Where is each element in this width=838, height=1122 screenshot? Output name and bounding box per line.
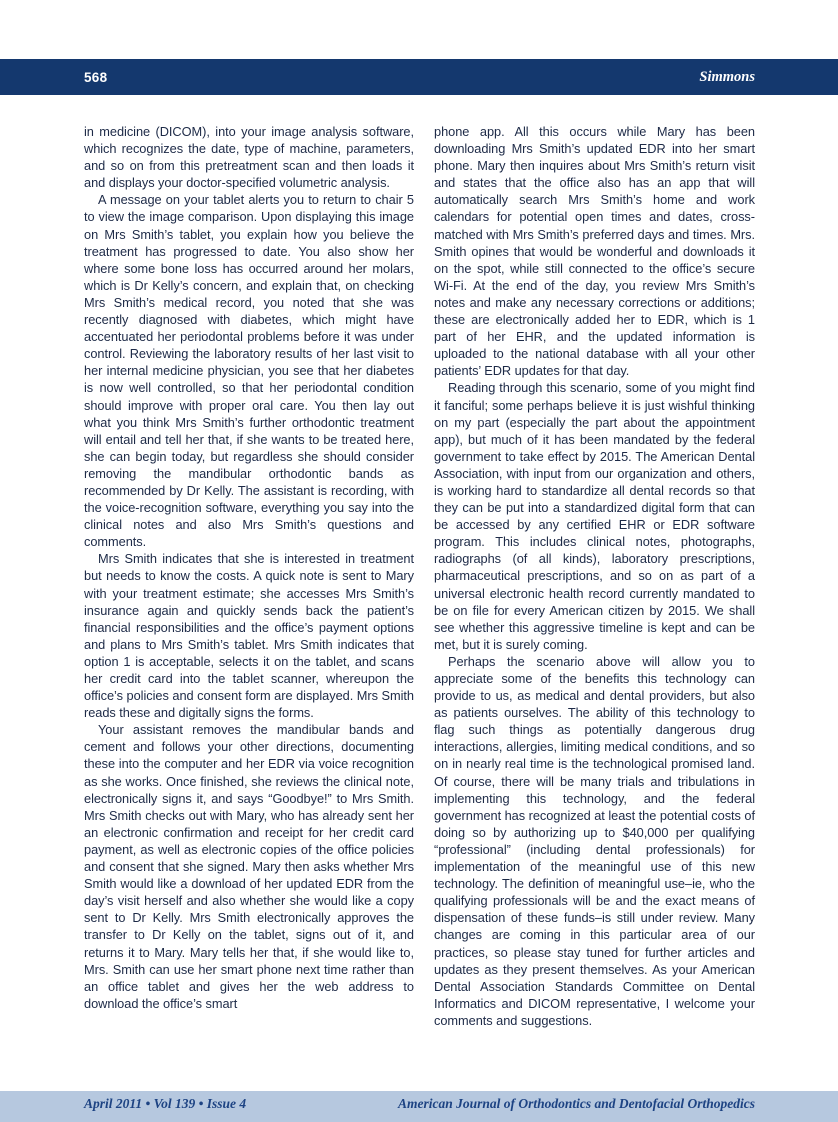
paragraph: phone app. All this occurs while Mary has been downloading Mrs Smith’s updated EDR into her smart phone. Mary then inquires about Mrs Smith’s return visit and states that the office also has an app that will automatically search Mrs Smith’s home and work calendars for potential open times and dates, cross-matched with Mrs Smith’s preferred days and times. Mrs. Smith opines that would be wonderful and downloads it on the spot, while still connected to the office’s secure Wi-Fi. At the end of the day, you review Mrs Smith’s notes and make any necessary corrections or additions; these are electronically added her to EDR, which is 1 part of her EHR, and the updated information is uploaded to the national database with all your other patients’ EDR updates for that day.: [434, 124, 755, 379]
paragraph: Perhaps the scenario above will allow you to appreciate some of the benefits this technology can provide to us, as medical and dental providers, but also as patients ourselves. The ability of this technology to flag such things as potentially dangerous drug interactions, allergies, limiting medical conditions, and so on in nearly real time is the technological promised land. Of course, there will be many trials and tribulations in implementing this technology, and the federal government has recognized at least the potential costs of doing so by authorizing up to $40,000 per qualifying “professional” (including dental professionals) for implementation of the meaningful use of this new technology. The definition of meaningful use–ie, who the qualifying professionals will be and the exact means of dispensation of these funds–is still under review. Many changes are coming in this particular area of our practices, so please stay tuned for further articles and updates as they present themselves. As your American Dental Association Standards Committee on Dental Informatics and DICOM representative, I welcome your comments and suggestions.: [434, 653, 755, 1028]
paragraph: A message on your tablet alerts you to return to chair 5 to view the image comparison. Upon displaying this image on Mrs Smith’s tablet, you explain how you believe the treatment has progressed to date. You also show her where some bone loss has occurred around her molars, which is Dr Kelly’s concern, and explain that, on checking Mrs Smith’s medical record, you noted that she was recently diagnosed with diabetes, which might have accentuated her periodontal problems before it was under control. Reviewing the laboratory results of her last visit to her internal medicine physician, you see that her diabetes is now well controlled, so that her periodontal condition should improve with proper oral care. You then lay out what you think Mrs Smith’s further orthodontic treatment will entail and tell her that, if she wants to be treated here, she can begin today, but regardless she should consider removing the mandibular orthodontic bands as recommended by Dr Kelly. The assistant is recording, with the voice-recognition software, everything you say into the clinical notes and also Mrs Smith’s questions and comments.: [84, 192, 414, 550]
article-body: [84, 123, 755, 1029]
paragraph: in medicine (DICOM), into your image analysis software, which recognizes the date, type of machine, parameters, and so on from this pretreatment scan and then loads it and displays your doctor-specified volumetric analysis.: [84, 124, 414, 191]
left-column: [84, 123, 414, 1029]
page-number: 568: [84, 69, 108, 85]
paragraph: Your assistant removes the mandibular bands and cement and follows your other directions, documenting these into the computer and her EDR via voice recognition as she works. Once finished, she reviews the clinical note, electronically signs it, and says “Goodbye!” to Mrs Smith. Mrs Smith checks out with Mary, who has already sent her an electronic confirmation and receipt for her credit card payment, as well as electronic copies of the office policies and consent that she signed. Mary then asks whether Mrs Smith would like a download of her updated EDR from the day’s visit herself and also whether she would like a copy sent to Dr Kelly. Mrs Smith electronically approves the transfer to Dr Kelly on the tablet, signs out of it, and returns it to Mary. Mary tells her that, if she would like to, Mrs. Smith can use her smart phone next time rather than an office tablet and gives her the web address to download the office’s smart: [84, 722, 414, 1011]
header-bar: [0, 59, 838, 95]
running-head-author: Simmons: [699, 68, 755, 85]
paragraph: Mrs Smith indicates that she is interested in treatment but needs to know the costs. A quick note is sent to Mary with your treatment estimate; she accesses Mrs Smith’s insurance again and quickly sends back the patient’s financial responsibilities and the office’s payment options and plans to Mrs Smith’s tablet. Mrs Smith indicates that option 1 is acceptable, selects it on the tablet, and scans her credit card into the tablet scanner, whereupon the office’s policies and consent form are displayed. Mrs Smith reads these and digitally signs the forms.: [84, 551, 414, 721]
footer-issue-info: April 2011 • Vol 139 • Issue 4: [84, 1095, 247, 1111]
footer-bar: [0, 1091, 838, 1122]
right-column: [434, 123, 755, 1029]
footer-journal-title: American Journal of Orthodontics and Dentofacial Orthopedics: [397, 1095, 755, 1111]
paragraph: Reading through this scenario, some of you might find it fanciful; some perhaps believe it is just wishful thinking on my part (especially the part about the appointment app), but much of it has been mandated by the federal government to take effect by 2015. The American Dental Association, with input from our organization and others, is working hard to standardize all dental records so that they can be put into a standardized digital form that can be accessed by any certified EHR or EDR software program. This includes clinical notes, photographs, radiographs (of all kinds), laboratory prescriptions, pharmaceutical prescriptions, and so on as part of a universal electronic health record currently mandated to be on file for every American citizen by 2015. We shall see whether this aggressive timeline is kept and can be met, but it is surely coming.: [434, 380, 755, 652]
